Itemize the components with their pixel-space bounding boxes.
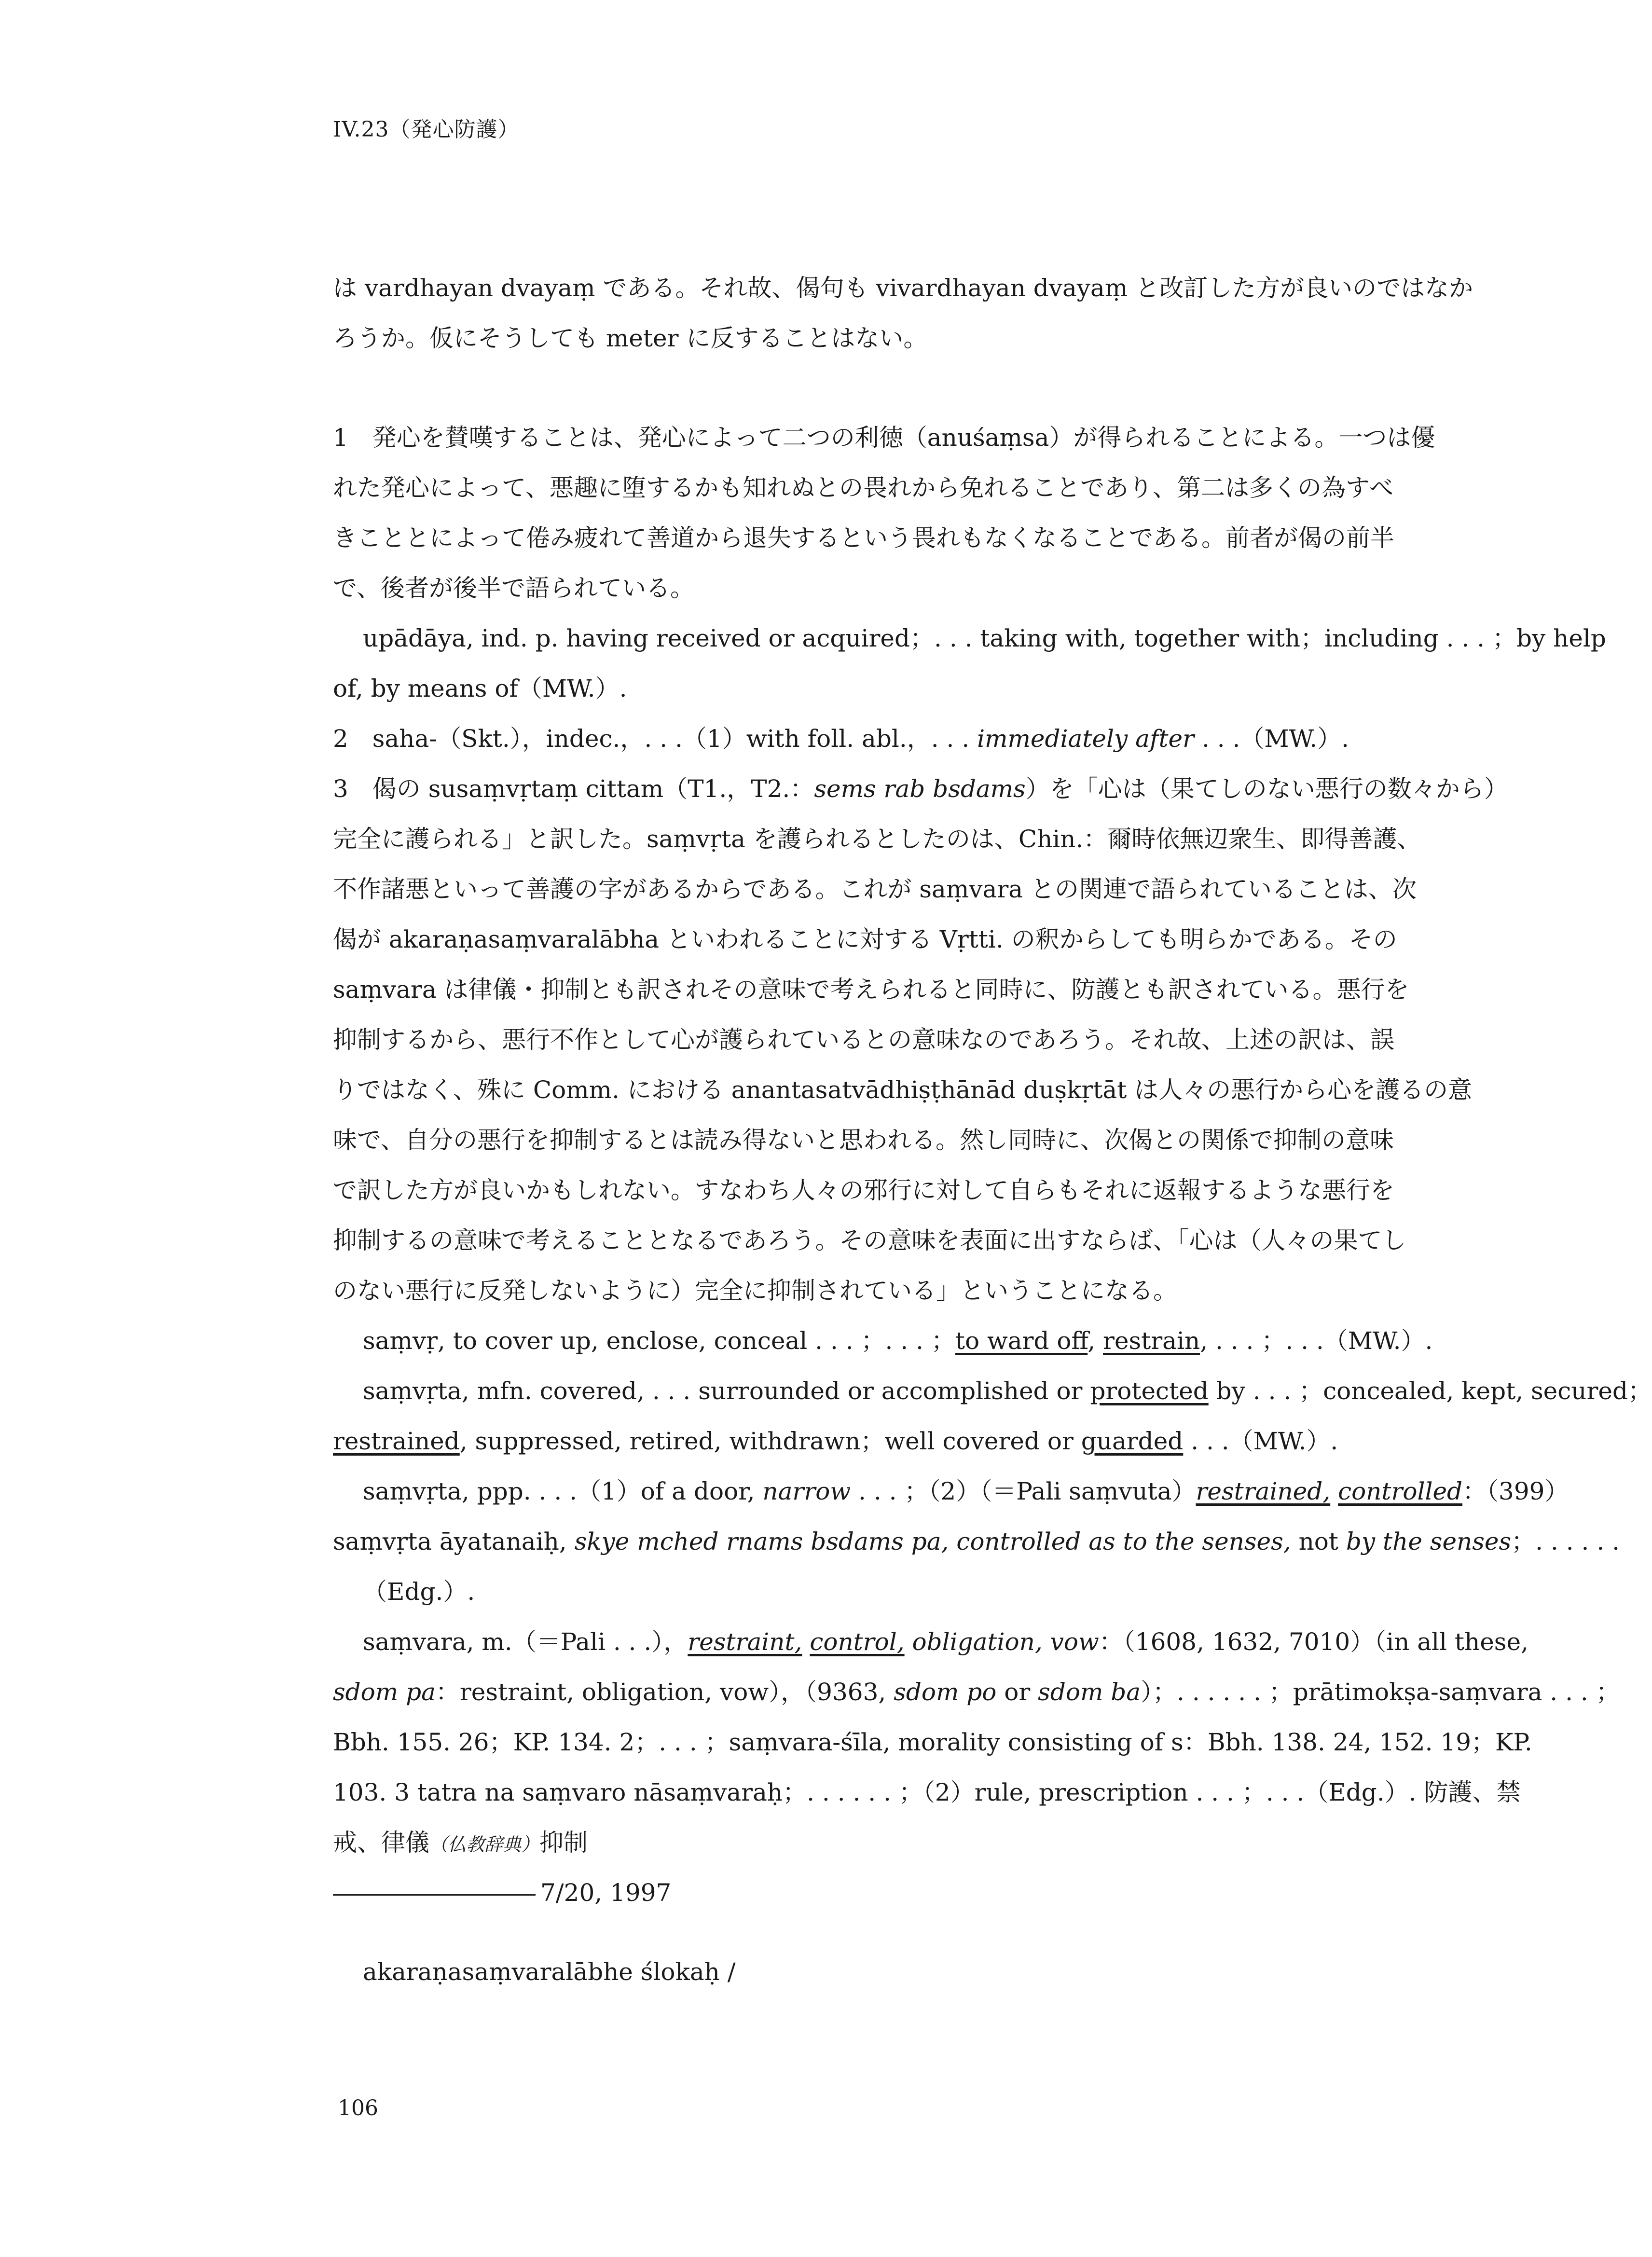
italic-term: control,: [810, 1628, 905, 1656]
underlined-term: restrained: [333, 1427, 460, 1455]
entry-text: , . . . ；. . .（MW.）.: [1200, 1327, 1433, 1355]
entry-text: not: [1291, 1528, 1346, 1555]
italic-term: sdom ba: [1038, 1678, 1141, 1706]
date: 7/20, 1997: [540, 1879, 672, 1907]
note-1: [333, 413, 1652, 1997]
note-1-line: きこととによって倦み疲れて善道から退失するという畏れもなくなることである。前者が偈の前半: [333, 524, 1394, 552]
entry-text: 戒、律儀: [333, 1829, 429, 1857]
entry-text: saṃvṛta āyatanaiḥ,: [333, 1528, 575, 1555]
samvara-entry: [333, 1817, 1486, 1868]
note-1-line: で、後者が後半で語られている。: [333, 574, 694, 602]
note-3-line: saṃvara は律儀・抑制とも訳されその意味で考えられると同時に、防護とも訳されている。悪行を: [333, 976, 1409, 1004]
italic-term: obligation,: [912, 1628, 1043, 1656]
entry-text: 抑制: [539, 1829, 588, 1857]
section-header: IV.23（発心防護）: [333, 117, 520, 142]
italic-term: controlled: [1338, 1477, 1463, 1505]
samvrta-mw-entry: [333, 1366, 1652, 1416]
note-3-text: 3 偈の susaṃvṛtaṃ cittam（T1.，T2.：: [333, 775, 814, 803]
italic-term: restraint,: [688, 1628, 802, 1656]
entry-text: . . . ；（2）（＝Pali saṃvuta）: [851, 1477, 1196, 1505]
intro-line: は vardhayan dvayaṃ である。それ故、偈句も vivardhayan dvayaṃ と改訂した方が良いのではなか: [333, 274, 1473, 302]
samvr-entry: [333, 1316, 1486, 1366]
samvrta-mw-entry: [333, 1416, 1486, 1466]
note-3-text: ）を「心は（果てしのない悪行の数々から）: [1025, 775, 1508, 803]
note-3-line: [333, 764, 1508, 814]
upadaya-entry-line: of, by means of（MW.）.: [333, 674, 627, 702]
horizontal-rule: [333, 1894, 536, 1896]
date-line: [333, 1868, 1486, 1918]
entry-text: ,: [1088, 1327, 1103, 1355]
note-3-line: 完全に護られる」と訳した。saṃvṛta を護られるとしたのは、Chin.：爾時依無辺衆生、即得善護、: [333, 825, 1421, 853]
note-3-line: で訳した方が良いかもしれない。すなわち人々の邪行に対して自らもそれに返報するような悪行を: [333, 1176, 1394, 1204]
entry-text: saṃvara, m.（＝Pali . . .），: [363, 1628, 688, 1656]
samvrta-edg-entry: （Edg.）.: [363, 1578, 475, 1606]
underlined-term: restrain: [1103, 1327, 1200, 1355]
samvrta-edg-entry: [333, 1516, 1620, 1567]
entry-text: saṃvṛta, ppp. . . .（1）of a door,: [363, 1477, 763, 1505]
note-3-line: りではなく、殊に Comm. における anantasatvādhiṣṭhānād duṣkṛtāt は人々の悪行から心を護るの意: [333, 1076, 1473, 1104]
note-3-line: 抑制するから、悪行不作として心が護られているとの意味なのであろう。それ故、上述の訳は、誤: [333, 1026, 1394, 1054]
note-2-text: . . .（MW.）.: [1194, 725, 1349, 753]
entry-text: [1330, 1477, 1338, 1505]
entry-text: ：（399）: [1462, 1477, 1569, 1505]
source-note: （仏教辞典）: [429, 1834, 540, 1855]
entry-text: ：（1608, 1632, 7010）（in all these,: [1099, 1628, 1528, 1656]
italic-term: narrow: [762, 1477, 851, 1505]
upadaya-entry-line: upādāya, ind. p. having received or acquired；. . . taking with, together with；including . . . ；by help: [363, 624, 1606, 652]
note-2-italic: immediately after: [977, 725, 1195, 753]
intro-paragraph: [333, 263, 1486, 363]
next-verse-heading: akaraṇasaṃvaralābhe ślokaḥ /: [363, 1958, 736, 1986]
italic-term: restrained,: [1196, 1477, 1331, 1505]
underlined-term: protected: [1090, 1377, 1209, 1405]
spacer: [333, 1918, 1486, 1947]
entry-text: ）；. . . . . . ；prātimokṣa-saṃvara . . . ；: [1141, 1678, 1620, 1706]
note-3-line: 不作諸悪といって善護の字があるからである。これが saṃvara との関連で語られていることは、次: [333, 875, 1417, 903]
entry-text: saṃvṛta, mfn. covered, . . . surrounded or accomplished or: [363, 1377, 1090, 1405]
samvrta-edg-entry: [333, 1466, 1569, 1516]
entry-text: . . .（MW.）.: [1183, 1427, 1338, 1455]
samvara-entry: 103. 3 tatra na saṃvaro nāsaṃvaraḥ；. . . . . . ；（2）rule, prescription . . . ；. . .（Edg.）. 防護、禁: [333, 1778, 1521, 1806]
entry-text: saṃvṛ, to cover up, enclose, conceal . . . ；. . . ；: [363, 1327, 955, 1355]
samvara-entry: [333, 1667, 1620, 1717]
entry-text: or: [996, 1678, 1038, 1706]
italic-term: sdom po: [894, 1678, 997, 1706]
note-2-text: 2 saha-（Skt.），indec.，. . .（1）with foll. abl.，. . .: [333, 725, 977, 753]
page-number: 106: [338, 2096, 378, 2120]
entry-text: [905, 1628, 912, 1656]
underlined-term: to ward off: [955, 1327, 1088, 1355]
note-3-line: 偈が akaraṇasaṃvaralābha といわれることに対する Vṛtti. の釈からしても明らかである。その: [333, 925, 1397, 953]
intro-line: ろうか。仮にそうしても meter に反することはない。: [333, 324, 928, 352]
entry-text: [802, 1628, 810, 1656]
samvara-entry: [333, 1617, 1528, 1667]
italic-term: skye mched rnams bsdams pa, controlled as to the senses,: [574, 1528, 1291, 1555]
note-2: [333, 714, 1486, 764]
italic-term: vow: [1050, 1628, 1099, 1656]
note-1-line: 1 発心を賛嘆することは、発心によって二つの利徳（anuśaṃsa）が得られることによる。一つは優: [333, 424, 1435, 452]
entry-text: ；. . . . . .: [1511, 1528, 1620, 1555]
note-3-line: のない悪行に反発しないように）完全に抑制されている」ということになる。: [333, 1277, 1177, 1305]
underlined-term: guarded: [1081, 1427, 1184, 1455]
italic-term: sdom pa: [333, 1678, 436, 1706]
note-3-italic: sems rab bsdams: [814, 775, 1026, 803]
entry-text: , suppressed, retired, withdrawn；well covered or: [459, 1427, 1081, 1455]
entry-text: ：restraint, obligation, vow），（9363,: [435, 1678, 894, 1706]
note-1-line: れた発心によって、悪趣に堕するかも知れぬとの畏れから免れることであり、第二は多くの為すべ: [333, 474, 1393, 502]
note-3-line: 抑制するの意味で考えることとなるであろう。その意味を表面に出すならば、「心は（人々の果てし: [333, 1226, 1406, 1254]
entry-text: [1043, 1628, 1050, 1656]
note-3-line: 味で、自分の悪行を抑制するとは読み得ないと思われる。然し同時に、次偈との関係で抑制の意味: [333, 1126, 1394, 1154]
samvara-entry: Bbh. 155. 26；KP. 134. 2；. . . ；saṃvara-śīla, morality consisting of s：Bbh. 138. 24, 152. 19；KP.: [333, 1728, 1532, 1756]
entry-text: by . . . ；concealed, kept, secured；: [1208, 1377, 1652, 1405]
italic-term: by the senses: [1346, 1528, 1512, 1555]
